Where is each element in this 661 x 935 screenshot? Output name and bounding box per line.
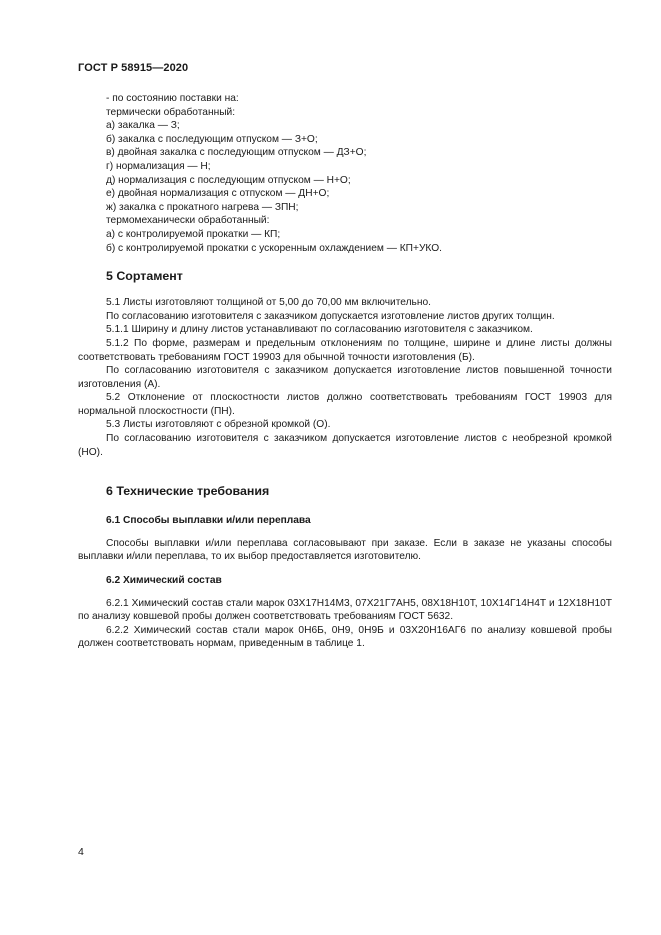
paragraph: 5.1.2 По форме, размерам и предельным отклонениям по толщине, ширине и длине листы должны соответствовать требованиям ГОСТ 19903 для обычной точности изготовления (Б). <box>78 337 612 363</box>
page-number: 4 <box>78 846 84 858</box>
list-item: г) нормализация — Н; <box>106 160 211 172</box>
paragraph: 5.1.1 Ширину и длину листов устанавливают по согласованию изготовителя с заказчиком. <box>106 324 533 336</box>
heat-treated-title: термически обработанный: <box>106 106 236 118</box>
paragraph: 6.2.1 Химический состав стали марок 03Х17Н14М3, 07Х21Г7АН5, 08Х18Н10Т, 10Х14Г14Н4Т и 12Х18Н10Т по анализу ковшевой пробы должен соответствовать требованиям ГОСТ 5632. <box>78 597 612 623</box>
list-item: ж) закалка с прокатного нагрева — ЗПН; <box>106 201 299 213</box>
paragraph: По согласованию изготовителя с заказчиком допускается изготовление листов повышенной точности изготовления (А). <box>78 365 612 390</box>
list-item: а) с контролируемой прокатки — КП; <box>106 228 281 240</box>
list-item: в) двойная закалка с последующим отпуском — ДЗ+О; <box>106 147 367 159</box>
section-6-title: 6 Технические требования <box>106 484 270 499</box>
delivery-state-list <box>78 92 612 255</box>
list-item: б) с контролируемой прокатки с ускоренным охлаждением — КП+УКО. <box>106 242 442 254</box>
delivery-intro: - по состоянию поставки на: <box>106 93 239 104</box>
document-id-header: ГОСТ Р 58915—2020 <box>78 62 189 74</box>
paragraph: 5.2 Отклонение от плоскостности листов должно соответствовать требованиям ГОСТ 19903 для нормальной плоскостности (ПН). <box>78 392 612 417</box>
paragraph: 6.2.2 Химический состав стали марок 0Н6Б, 0Н9, 0Н9Б и 03Х20Н16АГ6 по анализу ковшевой пробы должен соответствовать нормам, приведенным в таблице 1. <box>78 624 612 650</box>
subsection-6-2-title: 6.2 Химический состав <box>106 575 222 587</box>
list-item: а) закалка — З; <box>106 120 180 132</box>
section-5-title: 5 Сортамент <box>106 269 183 284</box>
thermomechanical-title: термомеханически обработанный: <box>106 215 270 227</box>
list-item: б) закалка с последующим отпуском — З+О; <box>106 133 318 145</box>
paragraph: По согласованию изготовителя с заказчиком допускается изготовление листов других толщин. <box>106 310 555 322</box>
paragraph: 5.1 Листы изготовляют толщиной от 5,00 до 70,00 мм включительно. <box>106 297 431 309</box>
section-5-body <box>78 296 612 459</box>
paragraph: 5.3 Листы изготовляют с обрезной кромкой (О). <box>106 419 331 431</box>
paragraph: Способы выплавки и/или переплава согласовывают при заказе. Если в заказе не указаны способы выплавки и/или переплава, то их выбор предоставляется изготовителю. <box>78 537 612 563</box>
subsection-6-1-title: 6.1 Способы выплавки и/или переплава <box>106 515 311 527</box>
page-body <box>78 92 612 651</box>
list-item: д) нормализация с последующим отпуском — Н+О; <box>106 174 351 186</box>
list-item: е) двойная нормализация с отпуском — ДН+О; <box>106 188 330 200</box>
paragraph: По согласованию изготовителя с заказчиком допускается изготовление листов с необрезной кромкой (НО). <box>78 433 612 458</box>
